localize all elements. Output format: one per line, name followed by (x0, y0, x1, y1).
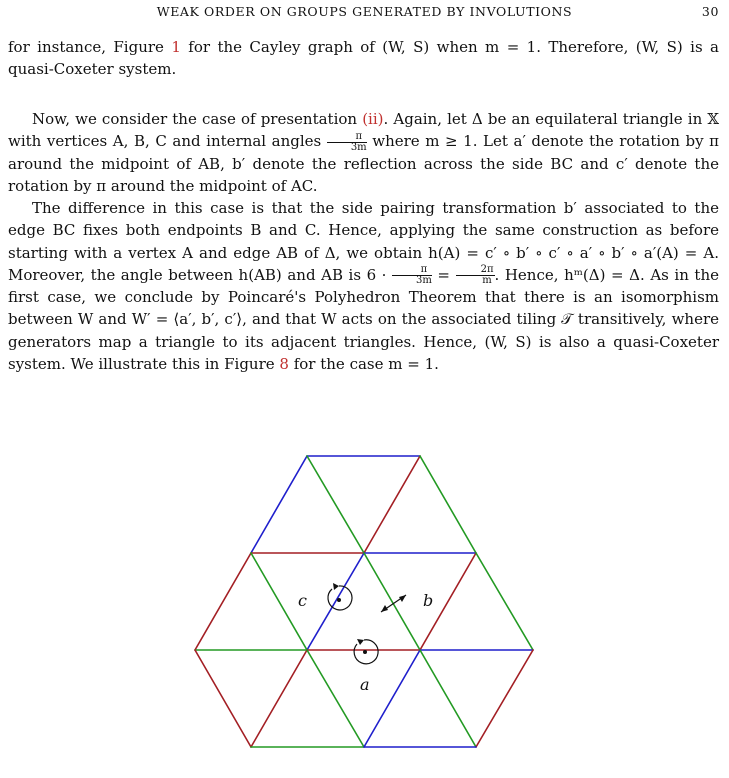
edge-inner-7 (251, 650, 307, 747)
label-a: a (360, 675, 370, 694)
label-c: c (298, 591, 307, 610)
angle-fraction-2: $\frac{2\pi}{m}$ (456, 265, 495, 286)
paragraph-1 (8, 36, 719, 80)
edge-left-outer-2 (195, 650, 251, 747)
running-title: WEAK ORDER ON GROUPS GENERATED BY INVOLUTIONS (156, 4, 573, 19)
para2-text-b: . Again, let Δ be an equilateral triangle in 𝕏 with vertices A, B, C and internal angles (8, 110, 719, 151)
edge-top-inner-2 (364, 456, 420, 553)
para1-text-a: for instance, Figure (8, 38, 172, 56)
edge-left-outer-1 (195, 553, 251, 650)
angle-fraction-1: $\frac{\pi}{3m}$ (392, 265, 432, 286)
para3-text-c: . Hence, hᵐ(Δ) = Δ. As in the first case, we conclude by Poincaré's Polyhedron Theorem that there is an isomorphism between W and W′ = ⟨a′, b′, c′⟩, and that W acts on the associated tiling 𝒯 transitively, where generators map a triangle to its adjacent triangles. Hence, (W, S) is also a quasi-Coxeter system. We illustrate this in Figure (8, 265, 719, 373)
edge-inner-9 (364, 650, 420, 747)
reflection-b-icon (381, 595, 406, 612)
rotation-a-icon (354, 639, 378, 664)
edge-inner-8 (307, 650, 364, 747)
figure-1-link[interactable]: 1 (171, 38, 181, 56)
angle-fraction: $\frac{\pi}{3m}$ (327, 132, 367, 153)
running-header (0, 4, 729, 24)
figure-8-link[interactable]: 8 (279, 354, 289, 373)
para2-text-c: where m ≥ 1. Let a′ denote the rotation by π around the midpoint of AB, b′ denote the reflection across the side BC and c′ denote the rotation by π around the midpoint of AC. (8, 132, 719, 195)
para1-text-b: for the Cayley graph of (W, S) when m = 1. Therefore, (W, S) is a quasi-Coxeter system. (8, 38, 719, 79)
para3-text-b: = (431, 265, 456, 284)
para3-text-d: for the case m = 1. (288, 354, 439, 373)
edge-top-left-outer (251, 456, 307, 553)
page-number: 30 (701, 4, 719, 19)
edge-inner-4 (307, 553, 364, 650)
para3-text-a: The difference in this case is that the side pairing transformation b′ associated to the edge BC fixes both endpoints B and C. Hence, applying the same construction as before starting with a vertex A and edge AB of Δ, we obtain h(A) = c′ ∘ b′ ∘ c′ ∘ a′ ∘ b′ ∘ a′(A) = A. Moreover, the angle between h(AB) and AB is 6 · (8, 199, 719, 284)
edge-top-right-outer (420, 456, 476, 553)
tiling-diagram (0, 440, 729, 778)
edge-inner-10 (420, 650, 476, 747)
edge-top-inner-1 (307, 456, 364, 553)
paragraph-2-3 (8, 108, 719, 375)
edge-inner-5 (364, 553, 420, 650)
para2-text-a: Now, we consider the case of presentation (32, 110, 363, 128)
edge-right-outer-1 (476, 553, 533, 650)
rotation-c-icon (328, 583, 352, 610)
label-b: b (423, 591, 434, 610)
edge-right-outer-2 (476, 650, 533, 747)
figure-8-tiling (0, 440, 729, 778)
presentation-ii-link[interactable]: (ii) (362, 110, 384, 128)
